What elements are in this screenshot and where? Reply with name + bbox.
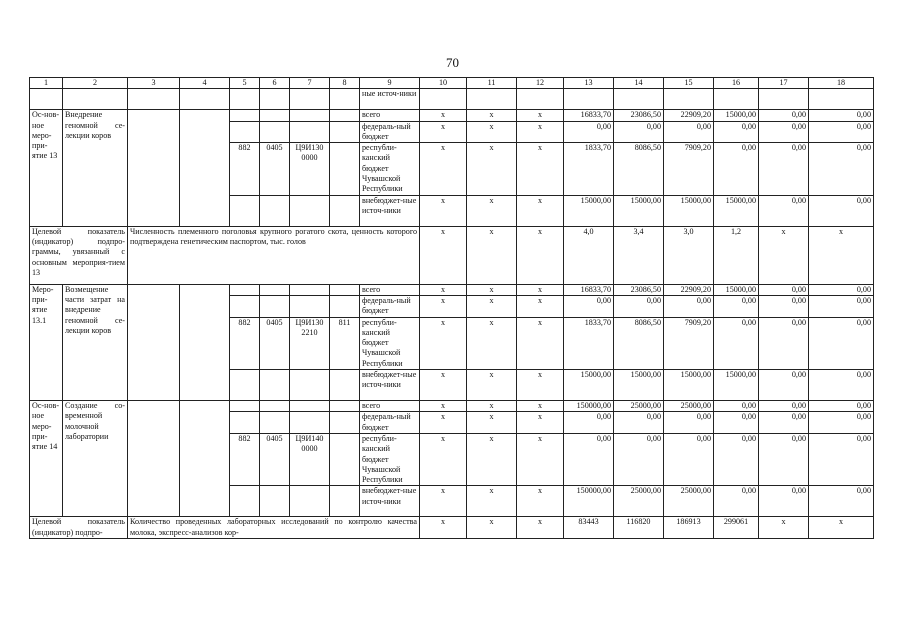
table-cell: 0,00 <box>759 195 809 226</box>
empty-cell <box>260 295 290 317</box>
empty-cell <box>290 284 330 295</box>
column-header: 2 <box>63 78 128 89</box>
empty-cell <box>260 89 290 110</box>
table-cell: x <box>420 433 467 485</box>
column-header: 10 <box>420 78 467 89</box>
column-header: 14 <box>614 78 664 89</box>
empty-cell <box>330 370 360 401</box>
column-header: 17 <box>759 78 809 89</box>
empty-cell <box>290 89 330 110</box>
empty-cell <box>180 110 230 226</box>
table-cell: 15000,00 <box>714 370 759 401</box>
event-title: Возмещение части затрат на внедрение геномной се-лекции коров <box>63 284 128 400</box>
table-cell: 15000,00 <box>714 195 759 226</box>
page-number: 70 <box>446 55 459 70</box>
table-cell: 22909,20 <box>664 110 714 121</box>
column-header: 13 <box>564 78 614 89</box>
table-cell: 3,4 <box>614 226 664 284</box>
table-cell: 1,2 <box>714 226 759 284</box>
column-header: 9 <box>360 78 420 89</box>
table-cell: 0,00 <box>664 121 714 143</box>
column-header: 8 <box>330 78 360 89</box>
table-row <box>30 89 874 110</box>
column-header: 5 <box>230 78 260 89</box>
table-cell: 7909,20 <box>664 143 714 195</box>
table-cell: 0,00 <box>714 486 759 517</box>
source-cell: всего <box>360 284 420 295</box>
csr-code: Ц9И130 0000 <box>290 143 330 195</box>
source-cell: федераль-ный бюджет <box>360 121 420 143</box>
table-cell: x <box>420 226 467 284</box>
empty-cell <box>230 401 260 412</box>
table-cell: 0,00 <box>759 110 809 121</box>
table-row <box>30 401 874 412</box>
table-cell: x <box>809 517 874 539</box>
empty-cell <box>330 295 360 317</box>
table-cell: x <box>517 317 564 369</box>
source-cell: республи-канский бюджет Чувашской Республики <box>360 143 420 195</box>
empty-cell <box>759 89 809 110</box>
table-cell: 0,00 <box>809 401 874 412</box>
table-cell: x <box>420 143 467 195</box>
table-cell: x <box>420 412 467 434</box>
empty-cell <box>290 295 330 317</box>
empty-cell <box>330 401 360 412</box>
empty-cell <box>260 110 290 121</box>
column-header: 1 <box>30 78 63 89</box>
table-cell: 0,00 <box>714 401 759 412</box>
table-cell: x <box>467 143 517 195</box>
empty-cell <box>128 89 180 110</box>
table-cell: 0,00 <box>714 121 759 143</box>
table-cell: 0,00 <box>714 412 759 434</box>
table-cell: x <box>420 517 467 539</box>
indicator-text: Численность племенного поголовья крупного рогатого скота, ценность которого подтверждена генетическим паспортом, тыс. голов <box>128 226 420 284</box>
column-header: 12 <box>517 78 564 89</box>
rzpr-code: 0405 <box>260 317 290 369</box>
table-cell: x <box>467 412 517 434</box>
table-cell: 0,00 <box>809 486 874 517</box>
empty-cell <box>230 89 260 110</box>
source-cell: республи-канский бюджет Чувашской Республики <box>360 317 420 369</box>
empty-cell <box>63 89 128 110</box>
budget-table <box>29 77 874 539</box>
table-cell: 83443 <box>564 517 614 539</box>
table-cell: 23086,50 <box>614 284 664 295</box>
csr-code: Ц9И130 2210 <box>290 317 330 369</box>
csr-code: Ц9И140 0000 <box>290 433 330 485</box>
column-header: 3 <box>128 78 180 89</box>
table-cell: x <box>467 433 517 485</box>
table-row <box>30 517 874 539</box>
empty-cell <box>290 486 330 517</box>
table-cell: x <box>517 295 564 317</box>
table-cell: x <box>420 370 467 401</box>
table-cell: 3,0 <box>664 226 714 284</box>
empty-cell <box>128 401 180 517</box>
indicator-label: Целевой показатель (индикатор) подпро- <box>30 517 128 539</box>
rzpr-code: 0405 <box>260 433 290 485</box>
table-cell: 23086,50 <box>614 110 664 121</box>
table-cell: x <box>517 284 564 295</box>
source-cell: внебюджет-ные источ-ники <box>360 195 420 226</box>
source-cell: всего <box>360 110 420 121</box>
table-cell: x <box>420 195 467 226</box>
table-cell: x <box>467 226 517 284</box>
empty-cell <box>290 412 330 434</box>
table-cell: x <box>467 486 517 517</box>
table-cell: 0,00 <box>614 433 664 485</box>
table-cell: 1833,70 <box>564 317 614 369</box>
empty-cell <box>714 89 759 110</box>
table-cell: 0,00 <box>714 433 759 485</box>
table-cell: 22909,20 <box>664 284 714 295</box>
empty-cell <box>517 89 564 110</box>
empty-cell <box>330 433 360 485</box>
empty-cell <box>330 486 360 517</box>
table-cell: 0,00 <box>809 317 874 369</box>
table-cell: 15000,00 <box>564 195 614 226</box>
grbs-code: 882 <box>230 317 260 369</box>
table-cell: 0,00 <box>759 295 809 317</box>
event-label: Ос-нов-ное меро-при-ятие 13 <box>30 110 63 226</box>
table-cell: x <box>467 284 517 295</box>
table-cell: 0,00 <box>564 121 614 143</box>
table-cell: x <box>420 284 467 295</box>
table-cell: x <box>517 121 564 143</box>
empty-cell <box>230 284 260 295</box>
table-cell: 8086,50 <box>614 317 664 369</box>
table-cell: 0,00 <box>809 284 874 295</box>
table-cell: 0,00 <box>809 121 874 143</box>
empty-cell <box>330 89 360 110</box>
indicator-label: Целевой показатель (индикатор) подпро-граммы, увязанный с основным мероприя-тием 13 <box>30 226 128 284</box>
table-cell: 25000,00 <box>614 486 664 517</box>
empty-cell <box>467 89 517 110</box>
table-cell: 0,00 <box>809 195 874 226</box>
table-cell: x <box>467 121 517 143</box>
table-cell: x <box>420 121 467 143</box>
table-row <box>30 226 874 284</box>
table-cell: 8086,50 <box>614 143 664 195</box>
empty-cell <box>128 284 180 400</box>
table-cell: 15000,00 <box>614 195 664 226</box>
column-header: 6 <box>260 78 290 89</box>
table-cell: 15000,00 <box>714 110 759 121</box>
empty-cell <box>290 370 330 401</box>
table-cell: 0,00 <box>664 412 714 434</box>
table-cell: x <box>517 412 564 434</box>
table-cell: 25000,00 <box>664 486 714 517</box>
grbs-code: 882 <box>230 433 260 485</box>
source-cell: всего <box>360 401 420 412</box>
table-cell: 16833,70 <box>564 284 614 295</box>
indicator-text: Количество проведенных лабораторных исследований по контролю качества молока, экспресс-анализов кор- <box>128 517 420 539</box>
empty-cell <box>290 195 330 226</box>
table-cell: 0,00 <box>809 143 874 195</box>
empty-cell <box>230 295 260 317</box>
table-cell: 0,00 <box>714 295 759 317</box>
table-cell: 15000,00 <box>714 284 759 295</box>
table-cell: 15000,00 <box>614 370 664 401</box>
table-cell: x <box>809 226 874 284</box>
table-cell: 186913 <box>664 517 714 539</box>
table-cell: 116820 <box>614 517 664 539</box>
empty-cell <box>330 110 360 121</box>
source-cell: внебюджет-ные источ-ники <box>360 370 420 401</box>
empty-cell <box>180 89 230 110</box>
empty-cell <box>128 110 180 226</box>
empty-cell <box>664 89 714 110</box>
empty-cell <box>230 121 260 143</box>
table-cell: 1833,70 <box>564 143 614 195</box>
table-cell: x <box>467 317 517 369</box>
empty-cell <box>180 284 230 400</box>
column-header: 16 <box>714 78 759 89</box>
table-cell: x <box>467 401 517 412</box>
table-cell: 0,00 <box>809 412 874 434</box>
empty-cell <box>230 486 260 517</box>
table-cell: 0,00 <box>614 295 664 317</box>
table-cell: 0,00 <box>564 295 614 317</box>
empty-cell <box>330 412 360 434</box>
table-cell: x <box>420 317 467 369</box>
vr-code: 811 <box>330 317 360 369</box>
table-cell: x <box>420 295 467 317</box>
table-cell: x <box>467 195 517 226</box>
table-cell: 0,00 <box>759 401 809 412</box>
table-cell: 0,00 <box>714 143 759 195</box>
table-cell: 16833,70 <box>564 110 614 121</box>
table-cell: 0,00 <box>759 486 809 517</box>
table-cell: 25000,00 <box>664 401 714 412</box>
table-cell: 25000,00 <box>614 401 664 412</box>
empty-cell <box>260 401 290 412</box>
table-cell: 0,00 <box>759 433 809 485</box>
table-cell: 0,00 <box>759 143 809 195</box>
event-title: Внедрение геномной се-лекции коров <box>63 110 128 226</box>
table-cell: x <box>420 401 467 412</box>
table-cell: x <box>420 486 467 517</box>
table-cell: 4,0 <box>564 226 614 284</box>
table-cell: x <box>467 295 517 317</box>
table-cell: x <box>517 486 564 517</box>
source-cell: республи-канский бюджет Чувашской Республики <box>360 433 420 485</box>
table-cell: 0,00 <box>664 433 714 485</box>
source-cell: федераль-ный бюджет <box>360 295 420 317</box>
table-cell: 0,00 <box>759 317 809 369</box>
table-cell: x <box>517 143 564 195</box>
table-cell: 150000,00 <box>564 401 614 412</box>
table-cell: 0,00 <box>614 121 664 143</box>
empty-cell <box>30 89 63 110</box>
column-header: 11 <box>467 78 517 89</box>
empty-cell <box>260 121 290 143</box>
table-cell: 0,00 <box>759 121 809 143</box>
event-title: Создание со-временной молочной лаборатории <box>63 401 128 517</box>
column-header: 7 <box>290 78 330 89</box>
empty-cell <box>420 89 467 110</box>
table-cell: 299061 <box>714 517 759 539</box>
event-label: Ос-нов-ное меро-при-ятие 14 <box>30 401 63 517</box>
empty-cell <box>614 89 664 110</box>
table-cell: 15000,00 <box>664 370 714 401</box>
table-cell: 15000,00 <box>664 195 714 226</box>
empty-cell <box>290 121 330 143</box>
table-cell: x <box>517 226 564 284</box>
table-cell: 0,00 <box>809 433 874 485</box>
table-cell: x <box>517 401 564 412</box>
column-header: 18 <box>809 78 874 89</box>
table-cell: 150000,00 <box>564 486 614 517</box>
column-header: 4 <box>180 78 230 89</box>
table-cell: 0,00 <box>614 412 664 434</box>
table-row <box>30 110 874 121</box>
grbs-code: 882 <box>230 143 260 195</box>
empty-cell <box>330 121 360 143</box>
table-cell: 0,00 <box>759 284 809 295</box>
table-cell: x <box>517 370 564 401</box>
column-header-row <box>30 78 874 89</box>
table-cell: 0,00 <box>759 370 809 401</box>
table-cell: 0,00 <box>759 412 809 434</box>
event-label: Меро-при-ятие 13.1 <box>30 284 63 400</box>
table-cell: x <box>517 517 564 539</box>
table-cell: x <box>759 517 809 539</box>
table-cell: x <box>517 110 564 121</box>
source-cell: федераль-ный бюджет <box>360 412 420 434</box>
table-cell: x <box>517 433 564 485</box>
empty-cell <box>260 284 290 295</box>
table-cell: x <box>467 517 517 539</box>
rzpr-code: 0405 <box>260 143 290 195</box>
empty-cell <box>290 110 330 121</box>
empty-cell <box>330 195 360 226</box>
empty-cell <box>260 195 290 226</box>
table-cell: x <box>420 110 467 121</box>
empty-cell <box>230 370 260 401</box>
table-cell: 0,00 <box>809 295 874 317</box>
table-cell: x <box>517 195 564 226</box>
table-cell: 0,00 <box>664 295 714 317</box>
table-cell: x <box>467 370 517 401</box>
table-cell: 0,00 <box>809 370 874 401</box>
empty-cell <box>230 195 260 226</box>
column-header: 15 <box>664 78 714 89</box>
table-cell: 0,00 <box>714 317 759 369</box>
table-cell: 0,00 <box>564 412 614 434</box>
empty-cell <box>260 370 290 401</box>
source-cell: ные источ-ники <box>360 89 420 110</box>
source-cell: внебюджет-ные источ-ники <box>360 486 420 517</box>
empty-cell <box>330 284 360 295</box>
empty-cell <box>809 89 874 110</box>
empty-cell <box>230 412 260 434</box>
empty-cell <box>260 412 290 434</box>
table-row <box>30 284 874 295</box>
empty-cell <box>180 401 230 517</box>
table-cell: 0,00 <box>564 433 614 485</box>
table-cell: x <box>467 110 517 121</box>
table-cell: 15000,00 <box>564 370 614 401</box>
empty-cell <box>260 486 290 517</box>
table-cell: x <box>759 226 809 284</box>
table-cell: 0,00 <box>809 110 874 121</box>
table-cell: 7909,20 <box>664 317 714 369</box>
empty-cell <box>330 143 360 195</box>
empty-cell <box>290 401 330 412</box>
empty-cell <box>564 89 614 110</box>
empty-cell <box>230 110 260 121</box>
